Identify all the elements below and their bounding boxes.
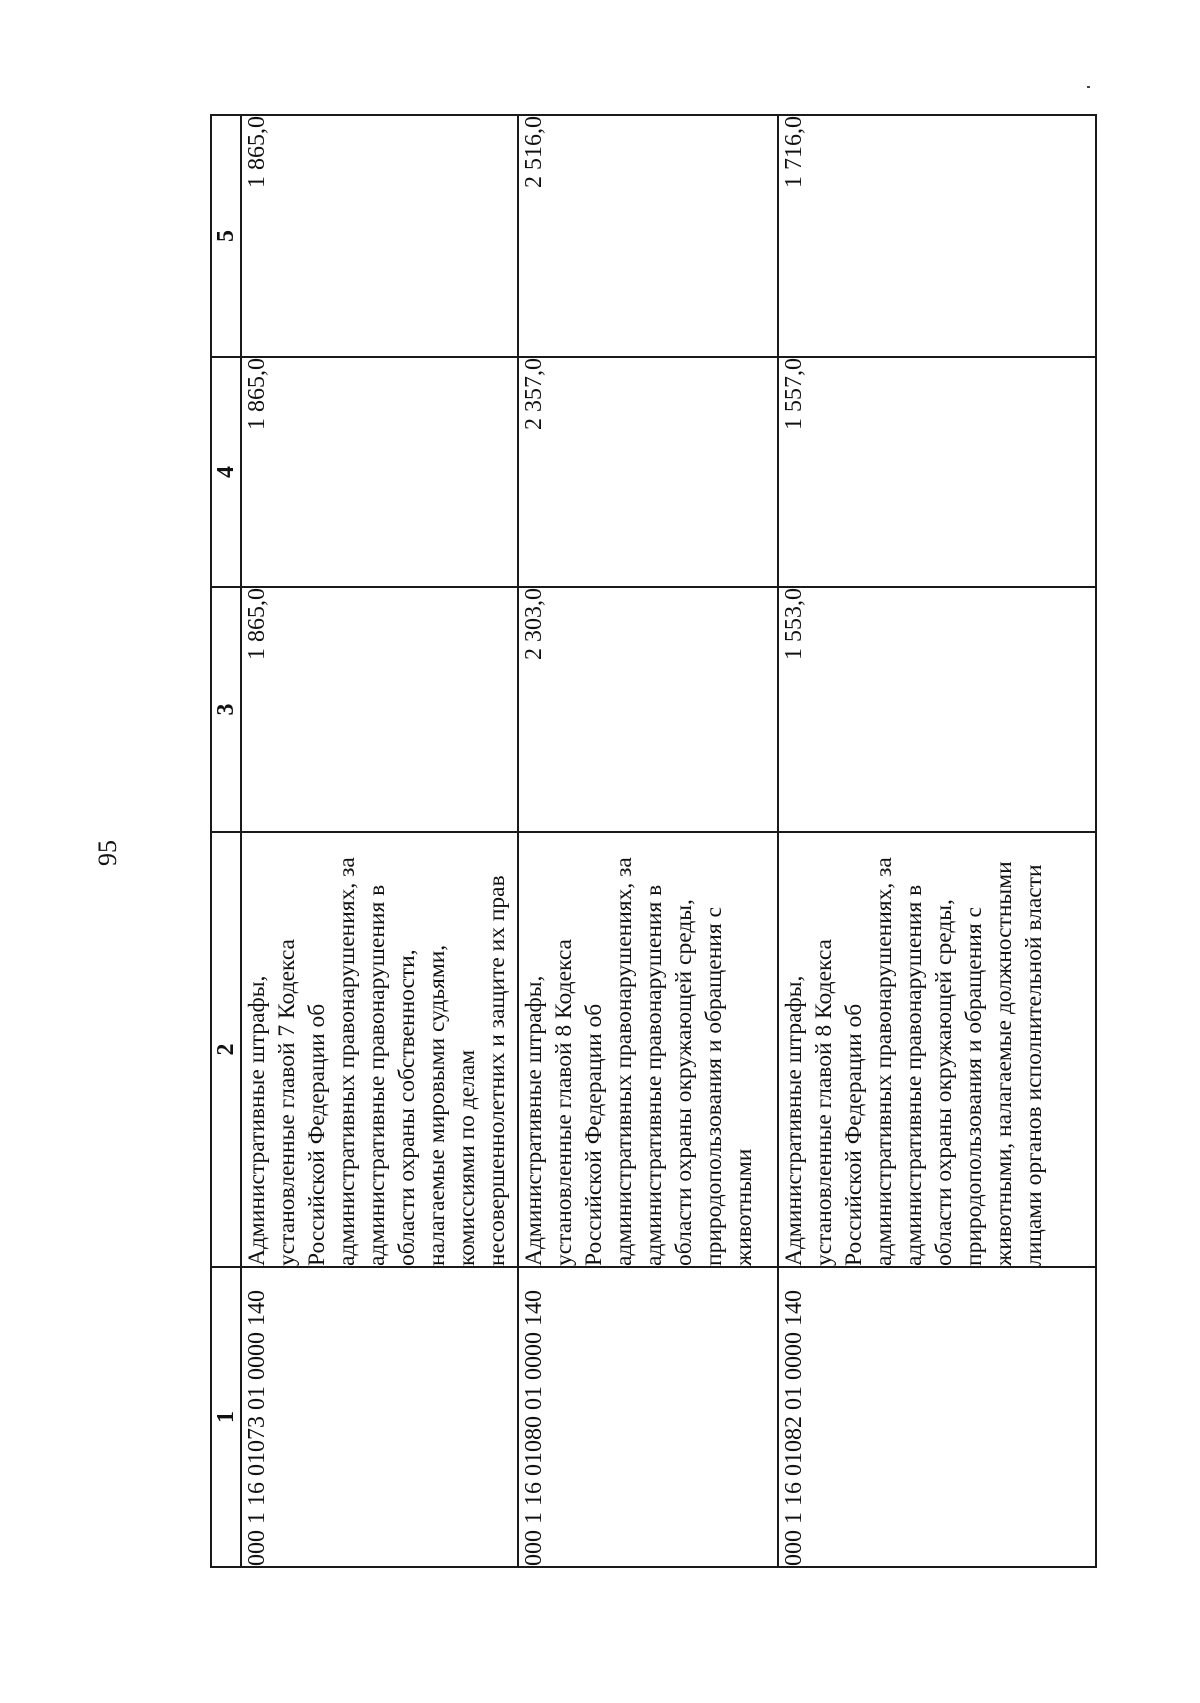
description-line: Административные штрафы,: [521, 975, 547, 1266]
value-cell-col3: 1 865,0: [241, 587, 518, 832]
description-line: административных правонарушениях, за: [871, 857, 897, 1266]
description-line: области охраны собственности,: [394, 949, 420, 1266]
table-row: [778, 115, 1096, 1567]
value-cell-col3: 2 303,0: [518, 587, 778, 832]
description-line: области охраны окружающей среды,: [671, 899, 697, 1266]
description-line: природопользования и обращения с: [701, 907, 727, 1266]
description-line: установленные главой 8 Кодекса: [551, 939, 577, 1266]
description-line: животными: [731, 1148, 757, 1266]
description-line: административные правонарушения в: [641, 884, 667, 1266]
description-line: лицами органов исполнительной власти: [1021, 864, 1047, 1266]
description-line: установленные главой 8 Кодекса: [811, 939, 837, 1266]
column-header-3: 3: [211, 587, 241, 832]
column-header-2: 2: [211, 832, 241, 1267]
description-line: комиссиями по делам: [454, 1049, 480, 1266]
description-line: административных правонарушениях, за: [334, 857, 360, 1266]
value-cell-col5: 1 716,0: [778, 115, 1096, 357]
value-cell-col3: 1 553,0: [778, 587, 1096, 832]
description-line: Российской Федерации об: [304, 1003, 330, 1266]
value-cell-col4: 1 865,0: [241, 357, 518, 587]
description-line: природопользования и обращения с: [961, 907, 987, 1266]
description-cell: [518, 832, 778, 1267]
description-line: Административные штрафы,: [781, 975, 807, 1266]
description-line: Российской Федерации об: [841, 1003, 867, 1266]
description-line: Административные штрафы,: [244, 975, 270, 1266]
page-number: 95: [93, 840, 122, 866]
rotated-table-container: [210, 116, 1095, 1568]
column-header-4: 4: [211, 357, 241, 587]
description-line: несовершеннолетних и защите их прав: [484, 875, 510, 1266]
table-row: [241, 115, 518, 1567]
revenue-table: [210, 114, 1097, 1568]
description-line: Российской Федерации об: [581, 1003, 607, 1266]
column-header-1: 1: [211, 1267, 241, 1567]
budget-code-cell: 000 1 16 01080 01 0000 140: [518, 1267, 778, 1567]
value-cell-col4: 1 557,0: [778, 357, 1096, 587]
header-row: [211, 115, 241, 1567]
description-line: налагаемые мировыми судьями,: [424, 944, 450, 1266]
column-header-5: 5: [211, 115, 241, 357]
value-cell-col4: 2 357,0: [518, 357, 778, 587]
description-line: административные правонарушения в: [901, 884, 927, 1266]
value-cell-col5: 1 865,0: [241, 115, 518, 357]
description-cell: [778, 832, 1096, 1267]
value-cell-col5: 2 516,0: [518, 115, 778, 357]
budget-code-cell: 000 1 16 01082 01 0000 140: [778, 1267, 1096, 1567]
description-line: области охраны окружающей среды,: [931, 899, 957, 1266]
description-line: административные правонарушения в: [364, 884, 390, 1266]
table-row: [518, 115, 778, 1567]
description-cell: [241, 832, 518, 1267]
description-line: установленные главой 7 Кодекса: [274, 939, 300, 1266]
scan-mark: [1087, 86, 1090, 88]
description-line: административных правонарушениях, за: [611, 857, 637, 1266]
description-line: животными, налагаемые должностными: [991, 861, 1017, 1266]
budget-code-cell: 000 1 16 01073 01 0000 140: [241, 1267, 518, 1567]
